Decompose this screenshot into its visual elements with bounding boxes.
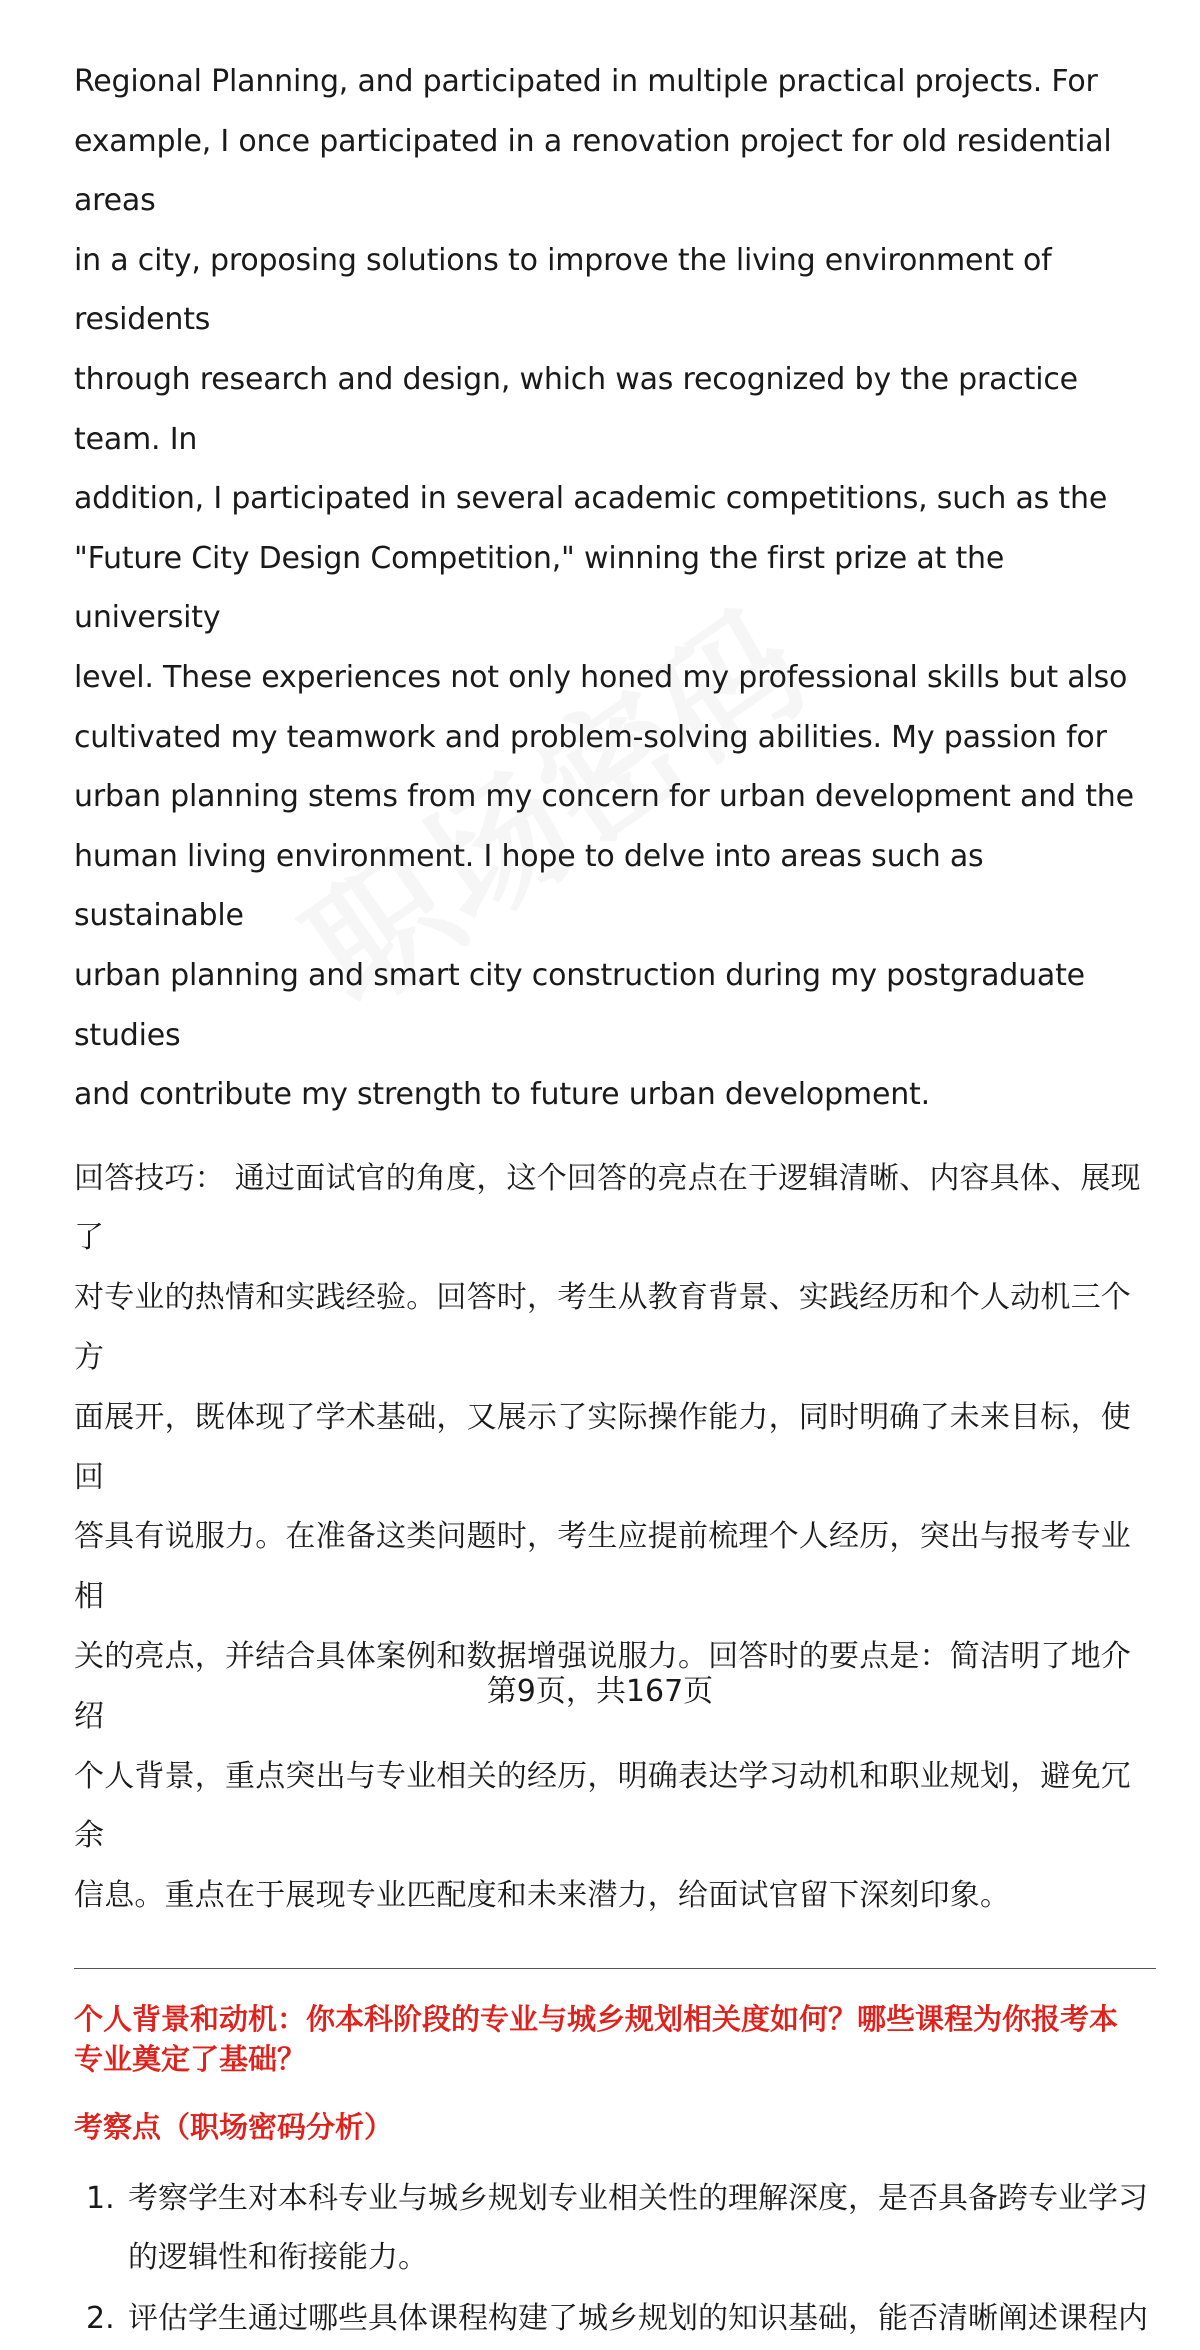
answer-line: level. These experiences not only honed my professional skills but also bbox=[74, 659, 1128, 695]
tips-line: 信息。重点在于展现专业匹配度和未来潜力，给面试官留下深刻印象。 bbox=[74, 1878, 1011, 1914]
tips-line: 回答技巧： 通过面试官的角度，这个回答的亮点在于逻辑清晰、内容具体、展现了 bbox=[74, 1160, 1141, 1256]
list-item-line: 评估学生通过哪些具体课程构建了城乡规划的知识基础，能否清晰阐述课程内 bbox=[128, 2301, 1148, 2337]
answer-line: addition, I participated in several academic competitions, such as the bbox=[74, 481, 1108, 517]
assessment-points-heading: 考察点（职场密码分析） bbox=[74, 2110, 394, 2145]
list-item-line: 考察学生对本科专业与城乡规划专业相关性的理解深度，是否具备跨专业学习 bbox=[128, 2181, 1148, 2217]
answer-line: urban planning and smart city construction during my postgraduate studies bbox=[74, 957, 1085, 1053]
question-line: 专业奠定了基础？ bbox=[74, 2042, 307, 2077]
tips-line: 关的亮点，并结合具体案例和数据增强说服力。回答时的要点是：简洁明了地介绍 bbox=[74, 1639, 1131, 1734]
question-heading bbox=[74, 1999, 1158, 2079]
list-item bbox=[74, 2289, 1158, 2348]
page-number-footer: 第9页，共167页 bbox=[486, 1674, 714, 1709]
list-item-number: 2. bbox=[86, 2301, 115, 2337]
tips-line: 对专业的热情和实践经验。回答时，考生从教育背景、实践经历和个人动机三个方 bbox=[74, 1280, 1131, 1376]
answer-line: "Future City Design Competition," winning the first prize at the university bbox=[74, 540, 1005, 636]
tips-line: 个人背景，重点突出与专业相关的经历，明确表达学习动机和职业规划，避免冗余 bbox=[74, 1758, 1131, 1854]
answer-line: cultivated my teamwork and problem-solving abilities. My passion for bbox=[74, 719, 1107, 755]
document-page bbox=[74, 52, 1158, 2350]
section-divider bbox=[74, 1968, 1156, 1969]
list-item bbox=[74, 2169, 1158, 2287]
answer-paragraph bbox=[74, 52, 1158, 1125]
list-item-number: 1. bbox=[86, 2181, 115, 2217]
answer-line: through research and design, which was recognized by the practice team. In bbox=[74, 361, 1078, 457]
answer-line: and contribute my strength to future urban development. bbox=[74, 1077, 930, 1113]
question-line: 个人背景和动机：你本科阶段的专业与城乡规划相关度如何？哪些课程为你报考本 bbox=[74, 2002, 1119, 2037]
assessment-points-list bbox=[74, 2169, 1158, 2348]
answer-line: Regional Planning, and participated in multiple practical projects. For bbox=[74, 64, 1098, 99]
answer-line: urban planning stems from my concern for urban development and the bbox=[74, 779, 1134, 815]
answer-line: example, I once participated in a renovation project for old residential areas bbox=[74, 123, 1112, 219]
tips-line: 答具有说服力。在准备这类问题时，考生应提前梳理个人经历，突出与报考专业相 bbox=[74, 1519, 1131, 1615]
answer-line: human living environment. I hope to delve into areas such as sustainable bbox=[74, 838, 984, 934]
answer-tips-paragraph bbox=[74, 1149, 1158, 1926]
list-item-line: 的逻辑性和衔接能力。 bbox=[128, 2240, 428, 2276]
answer-line: in a city, proposing solutions to improve the living environment of residents bbox=[74, 242, 1052, 338]
tips-line: 面展开，既体现了学术基础，又展示了实际操作能力，同时明确了未来目标，使回 bbox=[74, 1399, 1131, 1495]
